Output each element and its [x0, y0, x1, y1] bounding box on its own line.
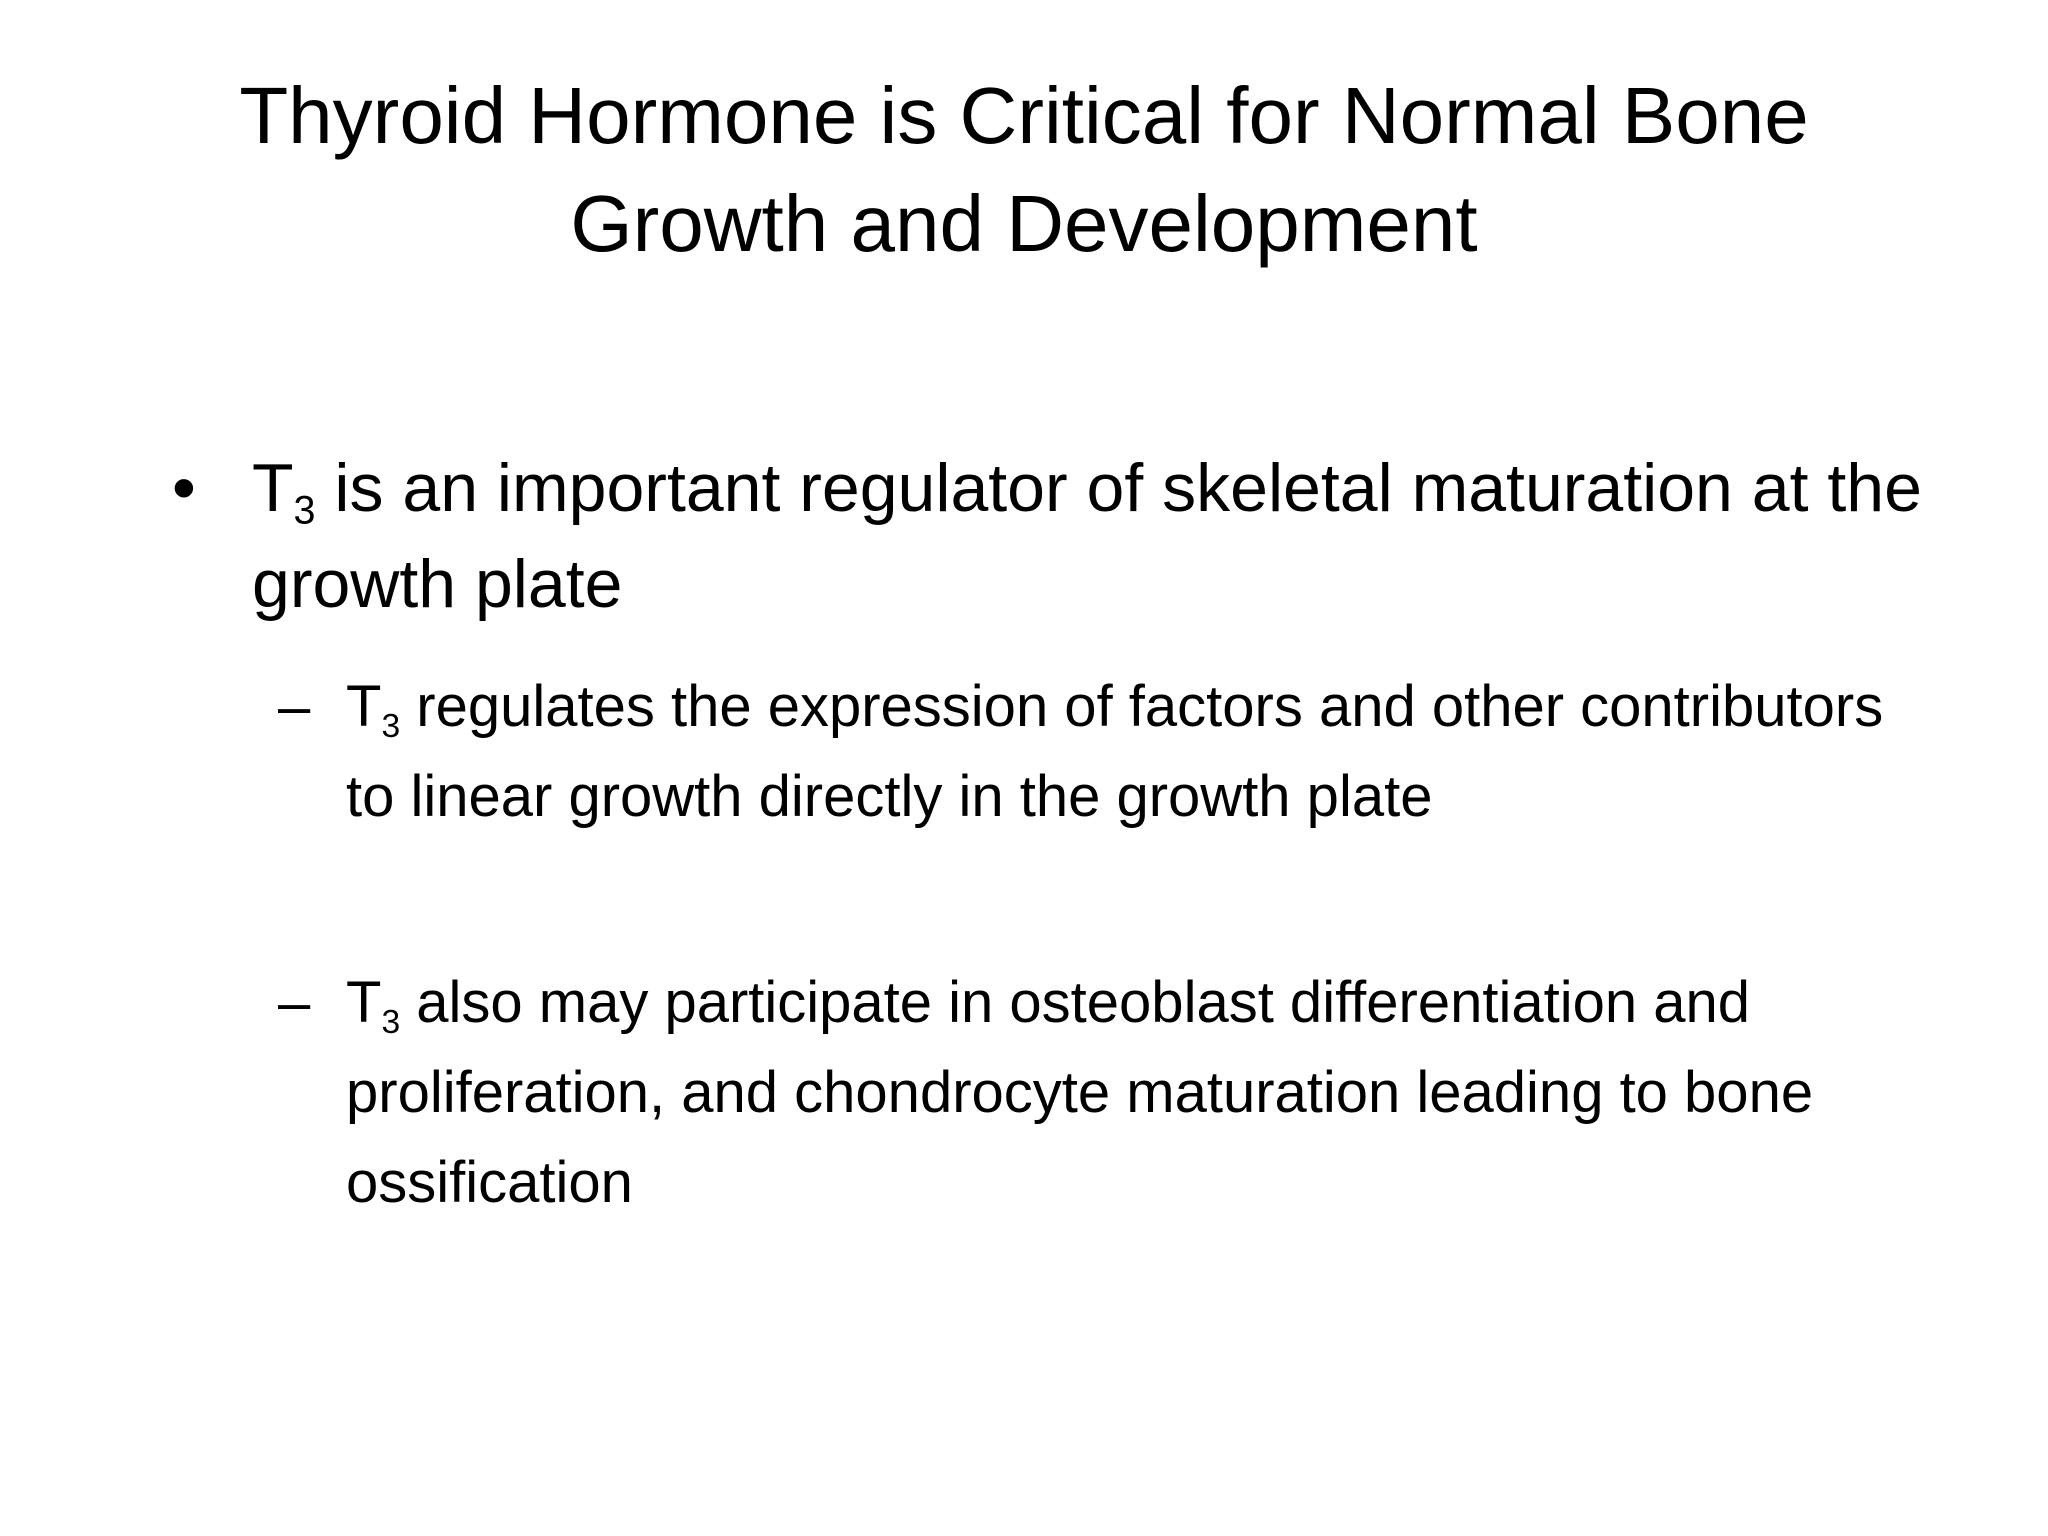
sub-bullet-text: [346, 958, 1938, 1228]
sub-bullet-marker: –: [278, 970, 311, 1035]
sub-bullet-body: regulates the expression of factors and other contributors to linear growth directly in the growth plate: [346, 674, 1884, 829]
bullet-body: is an important regulator of skeletal maturation at the growth plate: [252, 450, 1922, 622]
sub-bullet-marker: –: [278, 674, 311, 739]
bullet-prefix: T: [252, 450, 294, 526]
bullet-text: [252, 440, 1932, 632]
sub-bullet-expression: [278, 662, 1938, 842]
slide-title: [120, 62, 1928, 278]
sub-bullet-subscript: 3: [381, 707, 401, 745]
sub-bullet-subscript: 3: [381, 1003, 401, 1041]
sub-bullet-prefix: T: [346, 970, 382, 1035]
sub-bullet-prefix: T: [346, 674, 382, 739]
slide-title-line-1: Thyroid Hormone is Critical for Normal Bone: [239, 71, 1809, 160]
sub-bullet-osteoblast: [278, 958, 1938, 1228]
bullet-marker: •: [172, 450, 196, 526]
sub-bullet-text: [346, 662, 1938, 842]
slide-title-line-2: Growth and Development: [570, 179, 1478, 268]
sub-bullet-body: also may participate in osteoblast differentiation and proliferation, and chondrocyte maturation leading to bone ossification: [346, 970, 1814, 1215]
bullet-subscript: 3: [293, 488, 316, 533]
bullet-t3-regulator: [172, 440, 1932, 632]
